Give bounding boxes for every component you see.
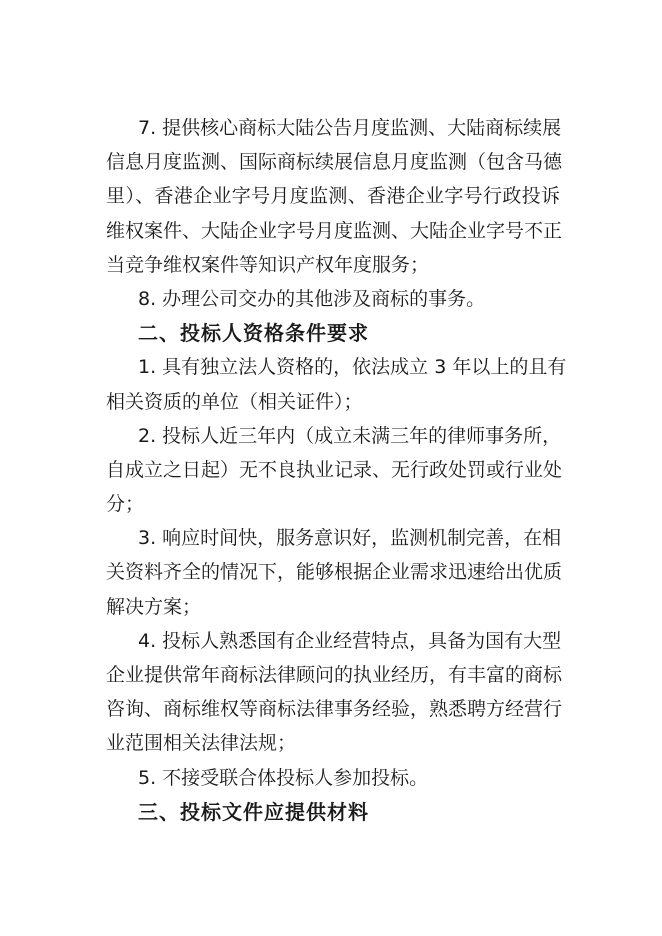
list-item xyxy=(106,282,560,316)
text-line: 当竞争维权案件等知识产权年度服务； xyxy=(106,253,430,276)
text-line: 业范围相关法律法规； xyxy=(106,732,297,755)
text-line: 解决方案； xyxy=(106,595,202,618)
text-line: 7. 提供核心商标大陆公告月度监测、大陆商标续展 xyxy=(138,117,562,139)
list-item xyxy=(106,350,567,418)
list-item xyxy=(106,521,563,624)
text-line: 三、投标文件应提供材料 xyxy=(138,799,369,824)
text-line: 二、投标人资格条件要求 xyxy=(138,321,369,346)
text-line: 维权案件、大陆企业字号月度监测、大陆企业字号不正 xyxy=(106,219,563,242)
text-line: 里）、香港企业字号月度监测、香港企业字号行政投诉 xyxy=(106,185,560,208)
list-item xyxy=(106,624,563,761)
list-item xyxy=(106,761,560,795)
list-item xyxy=(106,419,563,522)
text-line: 3. 响应时间快，服务意识好，监测机制完善，在相 xyxy=(138,527,562,550)
text-line: 8. 办理公司交办的其他涉及商标的事务。 xyxy=(138,287,486,310)
text-line: 自成立之日起）无不良执业记录、无行政处罚或行业处 xyxy=(106,458,563,481)
section-heading xyxy=(106,316,560,350)
text-line: 1. 具有独立法人资格的，依法成立 3 年以上的且有 xyxy=(138,356,567,379)
text-line: 5. 不接受联合体投标人参加投标。 xyxy=(138,766,429,789)
text-line: 信息月度监测、国际商标续展信息月度监测（包含马德 xyxy=(106,151,563,174)
text-line: 企业提供常年商标法律顾问的执业经历，有丰富的商标 xyxy=(106,664,563,686)
list-item xyxy=(106,111,563,282)
text-line: 咨询、商标维权等商标法律事务经验，熟悉聘方经营行 xyxy=(106,698,563,721)
section-heading xyxy=(106,795,560,829)
text-line: 关资料齐全的情况下，能够根据企业需求迅速给出优质 xyxy=(106,561,563,584)
document-body xyxy=(106,111,567,829)
text-line: 分； xyxy=(106,493,145,516)
text-line: 相关资质的单位（相关证件）； xyxy=(106,390,363,413)
text-line: 2. 投标人近三年内（成立未满三年的律师事务所， xyxy=(138,424,562,447)
text-line: 4. 投标人熟悉国有企业经营特点，具备为国有大型 xyxy=(138,629,562,652)
